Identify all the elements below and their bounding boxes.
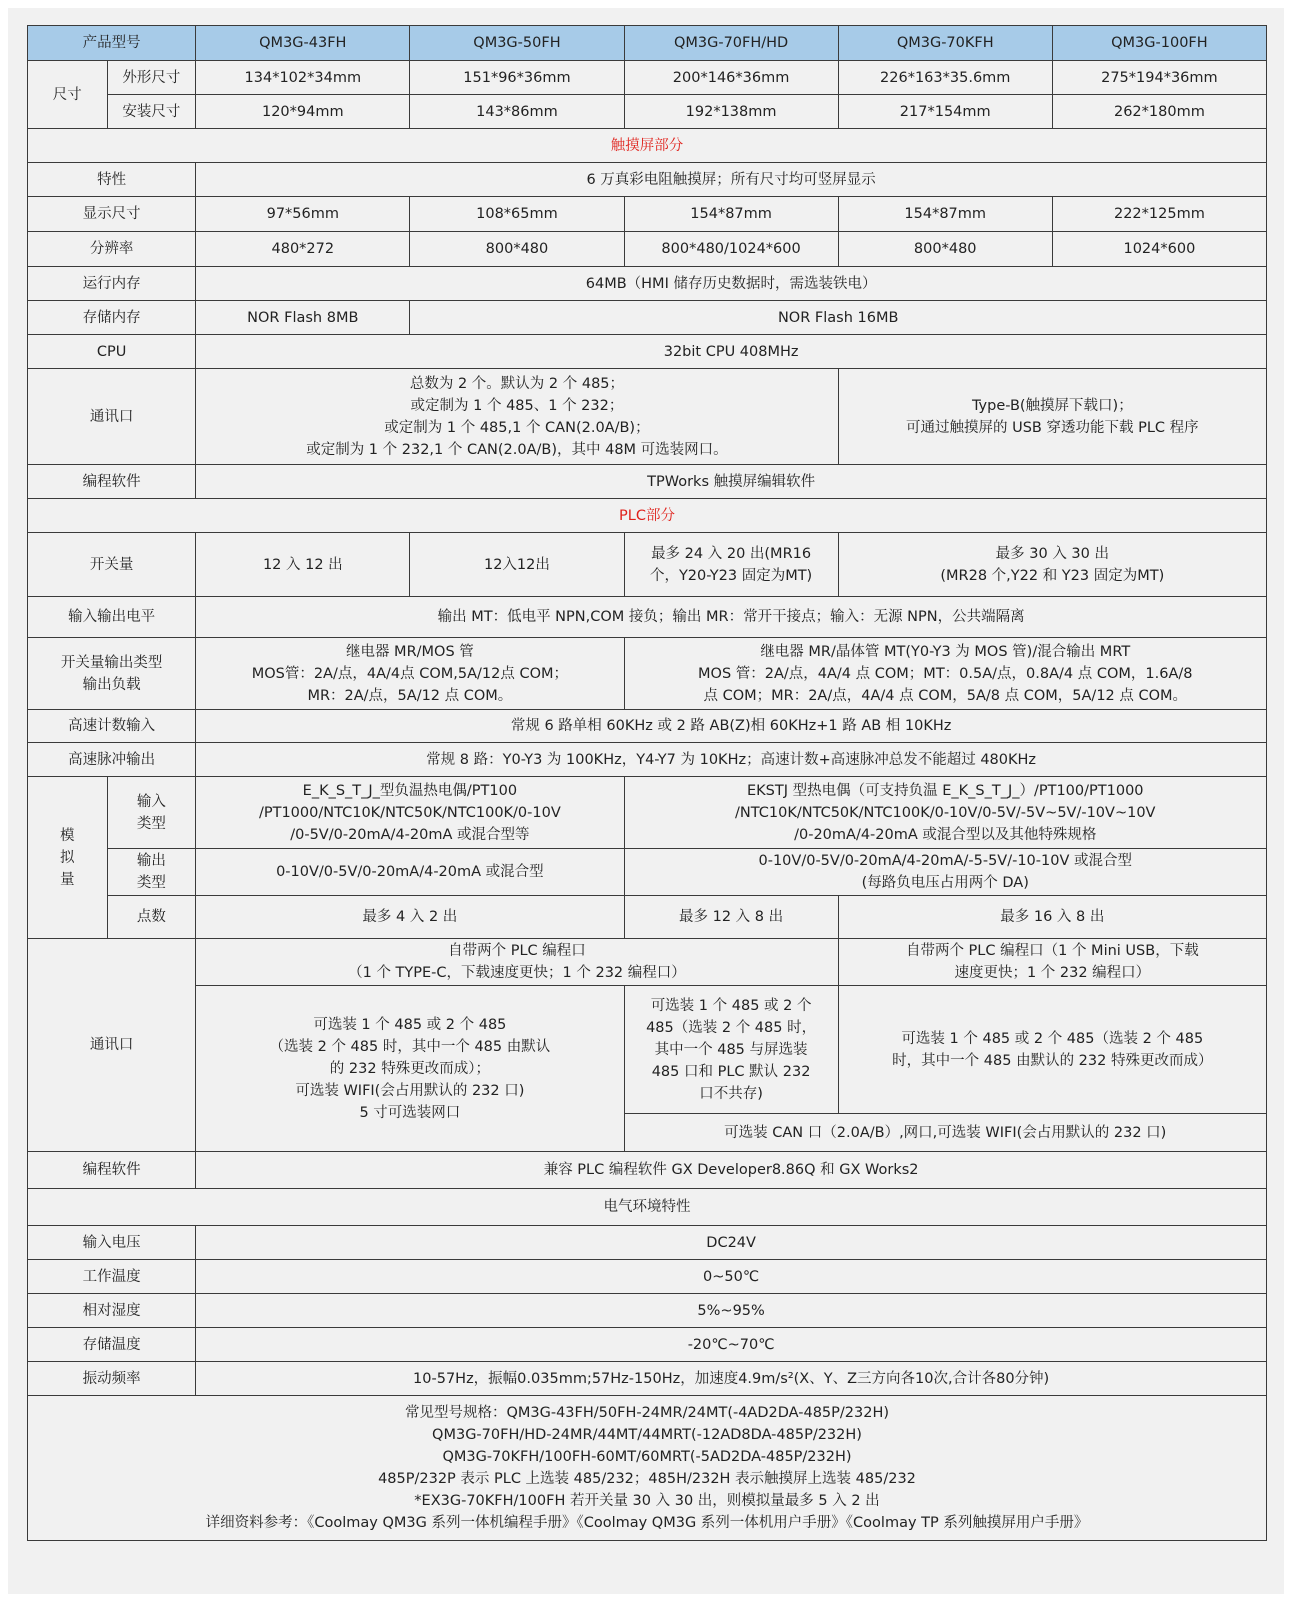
text-line: Type-B(触摸屏下载口)； <box>971 397 1133 414</box>
text-line: 485 口和 PLC 默认 232 <box>651 1063 811 1080</box>
cpu-value: 32bit CPU 408MHz <box>196 335 1267 369</box>
mount-size-value: 143*86mm <box>410 95 624 129</box>
mount-size-value: 217*154mm <box>838 95 1052 129</box>
plc-comm-mid <box>838 986 1266 1114</box>
header-row <box>28 26 1267 61</box>
feature-value: 6 万真彩电阻触摸屏；所有尺寸均可竖屏显示 <box>196 163 1267 197</box>
io-value <box>624 533 838 597</box>
table-row <box>28 1226 1267 1260</box>
note-line: 常见型号规格：QM3G-43FH/50FH-24MR/24MT(-4AD2DA-485P/232H) <box>404 1405 890 1421</box>
text-line: 继电器 MR/MOS 管 <box>345 643 474 660</box>
hs-count-label: 高速计数输入 <box>28 710 196 743</box>
touch-comm-label: 通讯口 <box>28 369 196 465</box>
vibration-value: 10-57Hz，振幅0.035mm;57Hz-150Hz，加速度4.9m/s²(X、Y、Z三方向各10次,合计各80分钟) <box>196 1362 1267 1396</box>
analog-output-value <box>624 849 1266 896</box>
outer-size-value: 151*96*36mm <box>410 61 624 95</box>
text-line: 类型 <box>136 875 166 891</box>
plc-comm-mid <box>624 986 838 1114</box>
display-size-value: 154*87mm <box>838 197 1052 232</box>
env-section-title: 电气环境特性 <box>28 1189 1267 1226</box>
hs-pulse-value: 常规 8 路：Y0-Y3 为 100KHz，Y4-Y7 为 10KHz；高速计数+高速脉冲总发不能超过 480KHz <box>196 743 1267 777</box>
text-line: 可选装 1 个 485 或 2 个 485 <box>313 1016 507 1033</box>
resolution-value: 1024*600 <box>1052 232 1266 267</box>
text-line: 或定制为 1 个 232,1 个 CAN(2.0A/B)，其中 48M 可选装网口。 <box>306 441 728 458</box>
text-line: 可选装 1 个 485 或 2 个 485（选装 2 个 485 <box>901 1030 1204 1047</box>
text-line: 自带两个 PLC 编程口（1 个 Mini USB，下载 <box>905 943 1199 959</box>
points-value: 最多 4 入 2 出 <box>196 896 624 939</box>
text-line: 5 寸可选装网口 <box>359 1104 461 1121</box>
plc-comm-mid <box>196 986 624 1152</box>
cpu-label: CPU <box>28 335 196 369</box>
vibration-label: 振动频率 <box>28 1362 196 1396</box>
table-row <box>28 267 1267 301</box>
text-line: 的 232 特殊更改而成）； <box>329 1060 490 1077</box>
text-line: 可选装 WIFI(会占用默认的 232 口) <box>295 1082 525 1099</box>
text-line: 点 COM；MR：2A/点，4A/4 点 COM，5A/8 点 COM，5A/12 点 COM。 <box>703 687 1188 704</box>
plc-comm-label: 通讯口 <box>28 939 196 1152</box>
io-label: 开关量 <box>28 533 196 597</box>
table-row <box>28 95 1267 129</box>
analog-output-label <box>107 849 196 896</box>
text-line: /PT1000/NTC10K/NTC50K/NTC100K/0-10V <box>258 804 561 821</box>
analog-label <box>28 777 108 939</box>
plc-comm-bottom: 可选装 CAN 口（2.0A/B）,网口,可选装 WIFI(会占用默认的 232 口) <box>624 1114 1266 1152</box>
model-header: QM3G-100FH <box>1052 26 1266 61</box>
text-line: 输出 <box>136 853 166 869</box>
text-line: 可通过触摸屏的 USB 穿透功能下载 PLC 程序 <box>906 419 1199 436</box>
text-line: （1 个 TYPE-C，下载速度更快；1 个 232 编程口） <box>348 965 686 981</box>
table-row <box>28 743 1267 777</box>
section-row <box>28 499 1267 533</box>
resolution-value: 800*480 <box>410 232 624 267</box>
text-line: EKSTJ 型热电偶（可支持负温 E_K_S_T_J_）/PT100/PT1000 <box>746 782 1144 799</box>
model-header: QM3G-50FH <box>410 26 624 61</box>
note-line: *EX3G-70KFH/100FH 若开关量 30 入 30 出，则模拟量最多 5 入 2 出 <box>414 1493 880 1509</box>
spec-table <box>27 25 1267 1541</box>
voltage-label: 输入电压 <box>28 1226 196 1260</box>
text-line: 0-10V/0-5V/0-20mA/4-20mA/-5-5V/-10-10V 或混合型 <box>758 853 1132 869</box>
outer-size-label: 外形尺寸 <box>107 61 196 95</box>
level-label: 输入输出电平 <box>28 597 196 638</box>
plc-comm-top <box>838 939 1266 986</box>
text-line: 类型 <box>136 815 166 832</box>
table-row <box>28 896 1267 939</box>
table-row <box>28 1362 1267 1396</box>
mount-size-value: 262*180mm <box>1052 95 1266 129</box>
text-line: 或定制为 1 个 485、1 个 232； <box>410 397 624 414</box>
text-line: MR：2A/点，5A/12 点 COM。 <box>307 687 513 704</box>
table-row <box>28 197 1267 232</box>
plc-software-value: 兼容 PLC 编程软件 GX Developer8.86Q 和 GX Works2 <box>196 1152 1267 1189</box>
table-row <box>28 777 1267 849</box>
text-line: MOS 管：2A/点，4A/4 点 COM；MT：0.5A/点，0.8A/4 点 COM，1.6A/8 <box>698 665 1193 682</box>
table-row <box>28 301 1267 335</box>
plc-software-label: 编程软件 <box>28 1152 196 1189</box>
table-row <box>28 710 1267 743</box>
feature-label: 特性 <box>28 163 196 197</box>
resolution-value: 480*272 <box>196 232 410 267</box>
text-line: /0-5V/0-20mA/4-20mA 或混合型等 <box>290 826 530 843</box>
resolution-value: 800*480 <box>838 232 1052 267</box>
table-row <box>28 939 1267 986</box>
section-row <box>28 1189 1267 1226</box>
text-line: 或定制为 1 个 485,1 个 CAN(2.0A/B)； <box>384 419 650 436</box>
text-line: 可选装 1 个 485 或 2 个 <box>650 997 812 1014</box>
mount-size-value: 192*138mm <box>624 95 838 129</box>
humidity-label: 相对湿度 <box>28 1294 196 1328</box>
text-line: 量 <box>60 871 75 888</box>
note-line: QM3G-70KFH/100FH-60MT/60MRT(-5AD2DA-485P/232H) <box>442 1449 852 1465</box>
text-line: 继电器 MR/晶体管 MT(Y0-Y3 为 MOS 管)/混合输出 MRT <box>760 643 1131 660</box>
text-line: 输出负载 <box>82 676 141 693</box>
table-row <box>28 638 1267 710</box>
model-header: QM3G-70KFH <box>838 26 1052 61</box>
table-row <box>28 1294 1267 1328</box>
store-temp-label: 存储温度 <box>28 1328 196 1362</box>
model-header: QM3G-43FH <box>196 26 410 61</box>
hs-pulse-label: 高速脉冲输出 <box>28 743 196 777</box>
text-line: /0-20mA/4-20mA 或混合型以及其他特殊规格 <box>794 826 1097 843</box>
voltage-value: DC24V <box>196 1226 1267 1260</box>
text-line: (每路负电压占用两个 DA) <box>861 875 1029 891</box>
text-line: E_K_S_T_J_型负温热电偶/PT100 <box>302 782 518 799</box>
touch-software-value: TPWorks 触摸屏编辑软件 <box>196 465 1267 499</box>
output-type-label <box>28 638 196 710</box>
notes-block <box>28 1396 1267 1541</box>
io-value: 12 入 12 出 <box>196 533 410 597</box>
table-row <box>28 465 1267 499</box>
ram-value: 64MB（HMI 储存历史数据时，需选装铁电） <box>196 267 1267 301</box>
outer-size-value: 200*146*36mm <box>624 61 838 95</box>
model-header: QM3G-70FH/HD <box>624 26 838 61</box>
text-line: 个，Y20-Y23 固定为MT) <box>649 567 813 584</box>
plc-section-title: PLC部分 <box>28 499 1267 533</box>
text-line: 最多 24 入 20 出(MR16 <box>651 545 812 562</box>
points-value: 最多 12 入 8 出 <box>624 896 838 939</box>
table-row <box>28 1328 1267 1362</box>
notes-row <box>28 1396 1267 1541</box>
table-row <box>28 61 1267 95</box>
text-line: /NTC10K/NTC50K/NTC100K/0-10V/0-5V/-5V~5V/-10V~10V <box>735 804 1156 821</box>
text-line: 开关量输出类型 <box>60 654 163 671</box>
table-row <box>28 533 1267 597</box>
text-line: 总数为 2 个。默认为 2 个 485； <box>409 375 625 392</box>
display-size-value: 222*125mm <box>1052 197 1266 232</box>
text-line: (MR28 个,Y22 和 Y23 固定为MT) <box>940 567 1165 584</box>
ram-label: 运行内存 <box>28 267 196 301</box>
display-size-label: 显示尺寸 <box>28 197 196 232</box>
outer-size-value: 134*102*34mm <box>196 61 410 95</box>
text-line: 自带两个 PLC 编程口 <box>448 943 586 959</box>
note-line: QM3G-70FH/HD-24MR/44MT/44MRT(-12AD8DA-485P/232H) <box>432 1427 862 1443</box>
text-line: 拟 <box>60 849 75 866</box>
note-line: 详细资料参考：《Coolmay QM3G 系列一体机编程手册》《Coolmay QM3G 系列一体机用户手册》《Coolmay TP 系列触摸屏用户手册》 <box>205 1515 1089 1531</box>
table-row <box>28 986 1267 1114</box>
size-label: 尺寸 <box>28 61 108 129</box>
table-row <box>28 163 1267 197</box>
mount-size-label: 安装尺寸 <box>107 95 196 129</box>
mount-size-value: 120*94mm <box>196 95 410 129</box>
table-row <box>28 1152 1267 1189</box>
outer-size-value: 275*194*36mm <box>1052 61 1266 95</box>
io-value <box>838 533 1266 597</box>
text-line: 口不共存) <box>699 1085 763 1102</box>
display-size-value: 154*87mm <box>624 197 838 232</box>
humidity-value: 5%~95% <box>196 1294 1267 1328</box>
table-row <box>28 1260 1267 1294</box>
output-type-value <box>624 638 1266 710</box>
output-type-value <box>196 638 624 710</box>
resolution-label: 分辨率 <box>28 232 196 267</box>
text-line: 485（选装 2 个 485 时， <box>646 1019 817 1036</box>
touch-usb-value <box>838 369 1266 465</box>
resolution-value: 800*480/1024*600 <box>624 232 838 267</box>
text-line: MOS管：2A/点，4A/4点 COM,5A/12点 COM； <box>251 665 569 682</box>
text-line: 时，其中一个 485 由默认的 232 特殊更改而成） <box>892 1052 1213 1069</box>
table-row <box>28 232 1267 267</box>
analog-input-value <box>624 777 1266 849</box>
store-temp-value: -20℃~70℃ <box>196 1328 1267 1362</box>
table-row <box>28 369 1267 465</box>
storage-label: 存储内存 <box>28 301 196 335</box>
analog-input-label <box>107 777 196 849</box>
section-row <box>28 129 1267 163</box>
level-value: 输出 MT：低电平 NPN,COM 接负；输出 MR：常开干接点；输入：无源 NPN，公共端隔离 <box>196 597 1267 638</box>
text-line: 最多 30 入 30 出 <box>995 545 1109 562</box>
text-line: 模 <box>60 827 75 844</box>
work-temp-label: 工作温度 <box>28 1260 196 1294</box>
table-row <box>28 849 1267 896</box>
product-model-label: 产品型号 <box>28 26 196 61</box>
display-size-value: 108*65mm <box>410 197 624 232</box>
outer-size-value: 226*163*35.6mm <box>838 61 1052 95</box>
points-label: 点数 <box>107 896 196 939</box>
table-row <box>28 335 1267 369</box>
analog-input-value <box>196 777 624 849</box>
analog-output-value: 0-10V/0-5V/0-20mA/4-20mA 或混合型 <box>196 849 624 896</box>
note-line: 485P/232P 表示 PLC 上选装 485/232；485H/232H 表示触摸屏上选装 485/232 <box>378 1471 916 1487</box>
text-line: 其中一个 485 与屏选装 <box>654 1041 808 1058</box>
touch-section-title: 触摸屏部分 <box>28 129 1267 163</box>
io-value: 12入12出 <box>410 533 624 597</box>
points-value: 最多 16 入 8 出 <box>838 896 1266 939</box>
storage-value: NOR Flash 8MB <box>196 301 410 335</box>
display-size-value: 97*56mm <box>196 197 410 232</box>
text-line: （选装 2 个 485 时，其中一个 485 由默认 <box>269 1038 551 1055</box>
touch-comm-value <box>196 369 838 465</box>
plc-comm-top <box>196 939 838 986</box>
text-line: 输入 <box>136 793 166 810</box>
table-row <box>28 597 1267 638</box>
storage-value: NOR Flash 16MB <box>410 301 1267 335</box>
hs-count-value: 常规 6 路单相 60KHz 或 2 路 AB(Z)相 60KHz+1 路 AB 相 10KHz <box>196 710 1267 743</box>
work-temp-value: 0~50℃ <box>196 1260 1267 1294</box>
touch-software-label: 编程软件 <box>28 465 196 499</box>
text-line: 速度更快；1 个 232 编程口） <box>954 965 1151 981</box>
